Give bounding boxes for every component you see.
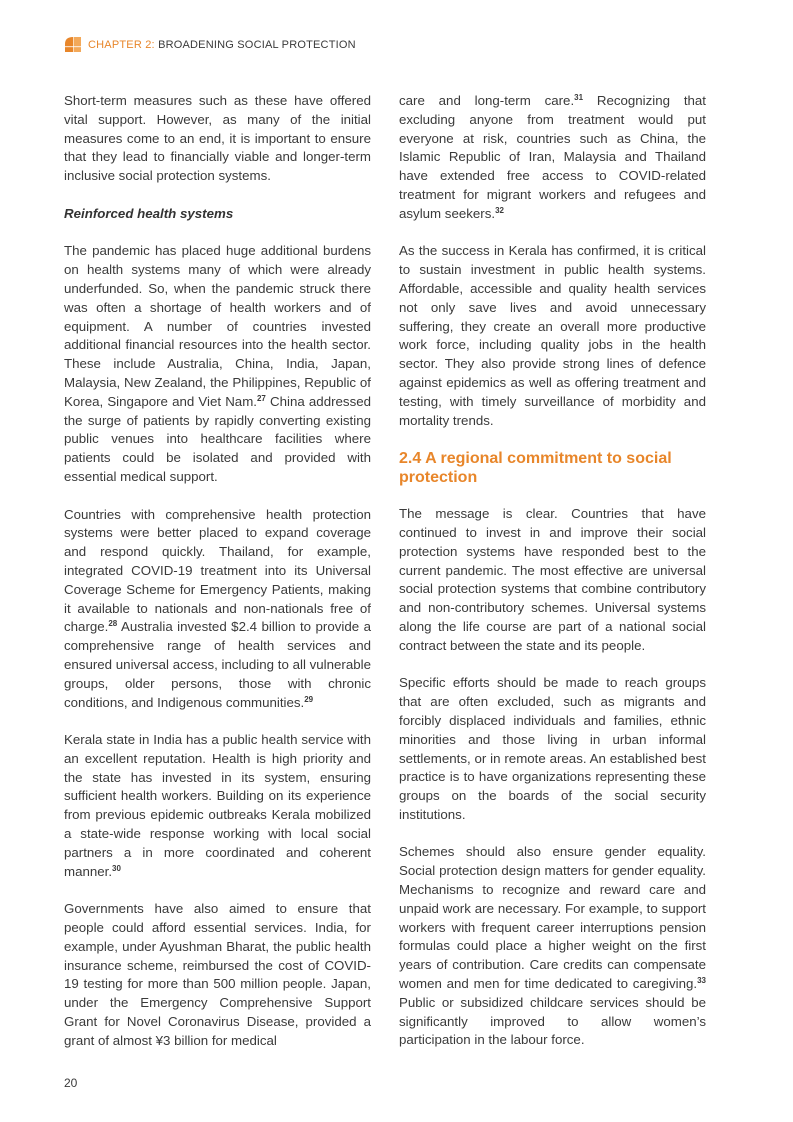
footnote-ref: 28 [108,619,118,629]
paragraph: care and long-term care.$^{31}$ Recognizing that excluding anyone from treatment would put everyone at risk, countries such as China, the Islamic Republic of Iran, Malaysia and Thailand have extended free access to COVID-related treatment for migrant workers and refugees and asylum seekers.$^{32}$ [399,93,707,221]
right-column [399,92,706,1069]
footnote-ref: 31 [574,93,584,102]
paragraph: Governments have also aimed to ensure that people could afford essential services. India, for example, under Ayushman Bharat, the public health insurance scheme, reimbursed the cost of COVID-19 testing for more than 500 million people. Japan, under the Emergency Comprehensive Support Grant for Novel Coronavirus Disease, provided a grant of almost ¥3 billion for medical [64,901,371,1048]
paragraph: Countries with comprehensive health protection systems were better placed to expand coverage and respond quickly. Thailand, for example, integrated COVID-19 treatment into its Universal Coverage Scheme for Emergency Patients, making it available to nationals and non-nationals free of charge.$^{28}$ Australia invested $2.4 billion to provide a comprehensive range of health services and ensured universal access, including to all vulnerable groups, older persons, those with chronic conditions, and Indigenous communities.$^{29}$ [64,506,371,710]
paragraph: The pandemic has placed huge additional burdens on health systems many of which were already underfunded. So, when the pandemic struck there was often a shortage of health workers and of equipment. A number of countries invested additional financial resources into the health sector. These include Australia, China, India, Japan, Malaysia, New Zealand, the Philippines, Republic of Korea, Singapore and Viet Nam.$^{27}$ China addressed the surge of patients by rapidly converting existing public venues into healthcare facilities where patients could be isolated and provided with essential medical support. [64,243,372,484]
page-number: 20 [64,1076,78,1090]
report-logo-icon [65,37,81,52]
left-column [64,92,371,1069]
subheading: Reinforced health systems [64,205,234,221]
footnote-ref: 29 [304,694,314,704]
paragraph: Kerala state in India has a public health service with an excellent reputation. Health is high priority and the state has invested in its system, ensuring sufficient health workers. Building on its experience from previous epidemic outbreaks Kerala mobilized a state-wide response working with local social partners a in more coordinated and coherent manner.$^{30}$ [64,732,371,879]
footnote-ref: 33 [697,976,706,986]
section-heading: 2.4 A regional commitment to social protection [399,450,672,487]
page-header [65,37,356,52]
paragraph: Schemes should also ensure gender equality. Social protection design matters for gender equality. Mechanisms to recognize and reward care and unpaid work are necessary. For example, to support workers with frequent career interruptions pension formulas could place a higher weight on the first years of contribution. Care credits can compensate women and men for time dedicated to caregiving.$^{33}$ Public or subsidized childcare services should be significantly improved to allow women’s participation in the labour force. [399,844,706,1048]
paragraph: As the success in Kerala has confirmed, it is critical to sustain investment in public health systems. Affordable, accessible and quality health services not only save lives and avoid unnecessary suffering, they create an overall more productive work force, including quality jobs in the health sector. They also provide strong lines of defence against epidemics as well as offering treatment and testing, with timely surveillance of morbidity and mortality trends. [399,243,706,428]
chapter-title: BROADENING SOCIAL PROTECTION [158,38,356,51]
paragraph: The message is clear. Countries that have continued to invest in and improve their social protection systems have responded best to the current pandemic. The most effective are universal social protection systems that combine contributory and non-contributory schemes. Universal systems along the life course are part of a national social contract between the state and its people. [399,506,706,653]
chapter-number: CHAPTER 2: [88,38,155,51]
paragraph: Short-term measures such as these have offered vital support. However, as many of the initial measures come to an end, it is important to ensure that they lead to financially viable and longer-term inclusive social protection systems. [64,93,371,184]
footnote-ref: 30 [112,863,121,873]
paragraph: Specific efforts should be made to reach groups that are often excluded, such as migrants and forcibly displaced individuals and families, ethnic minorities and those living in urban informal settlements, or in remote areas. An established best practice is to have organizations representing these groups on the boards of the social security institutions. [399,675,706,822]
chapter-label [88,39,356,51]
footnote-ref: 27 [256,393,266,403]
footnote-ref: 32 [495,205,504,215]
